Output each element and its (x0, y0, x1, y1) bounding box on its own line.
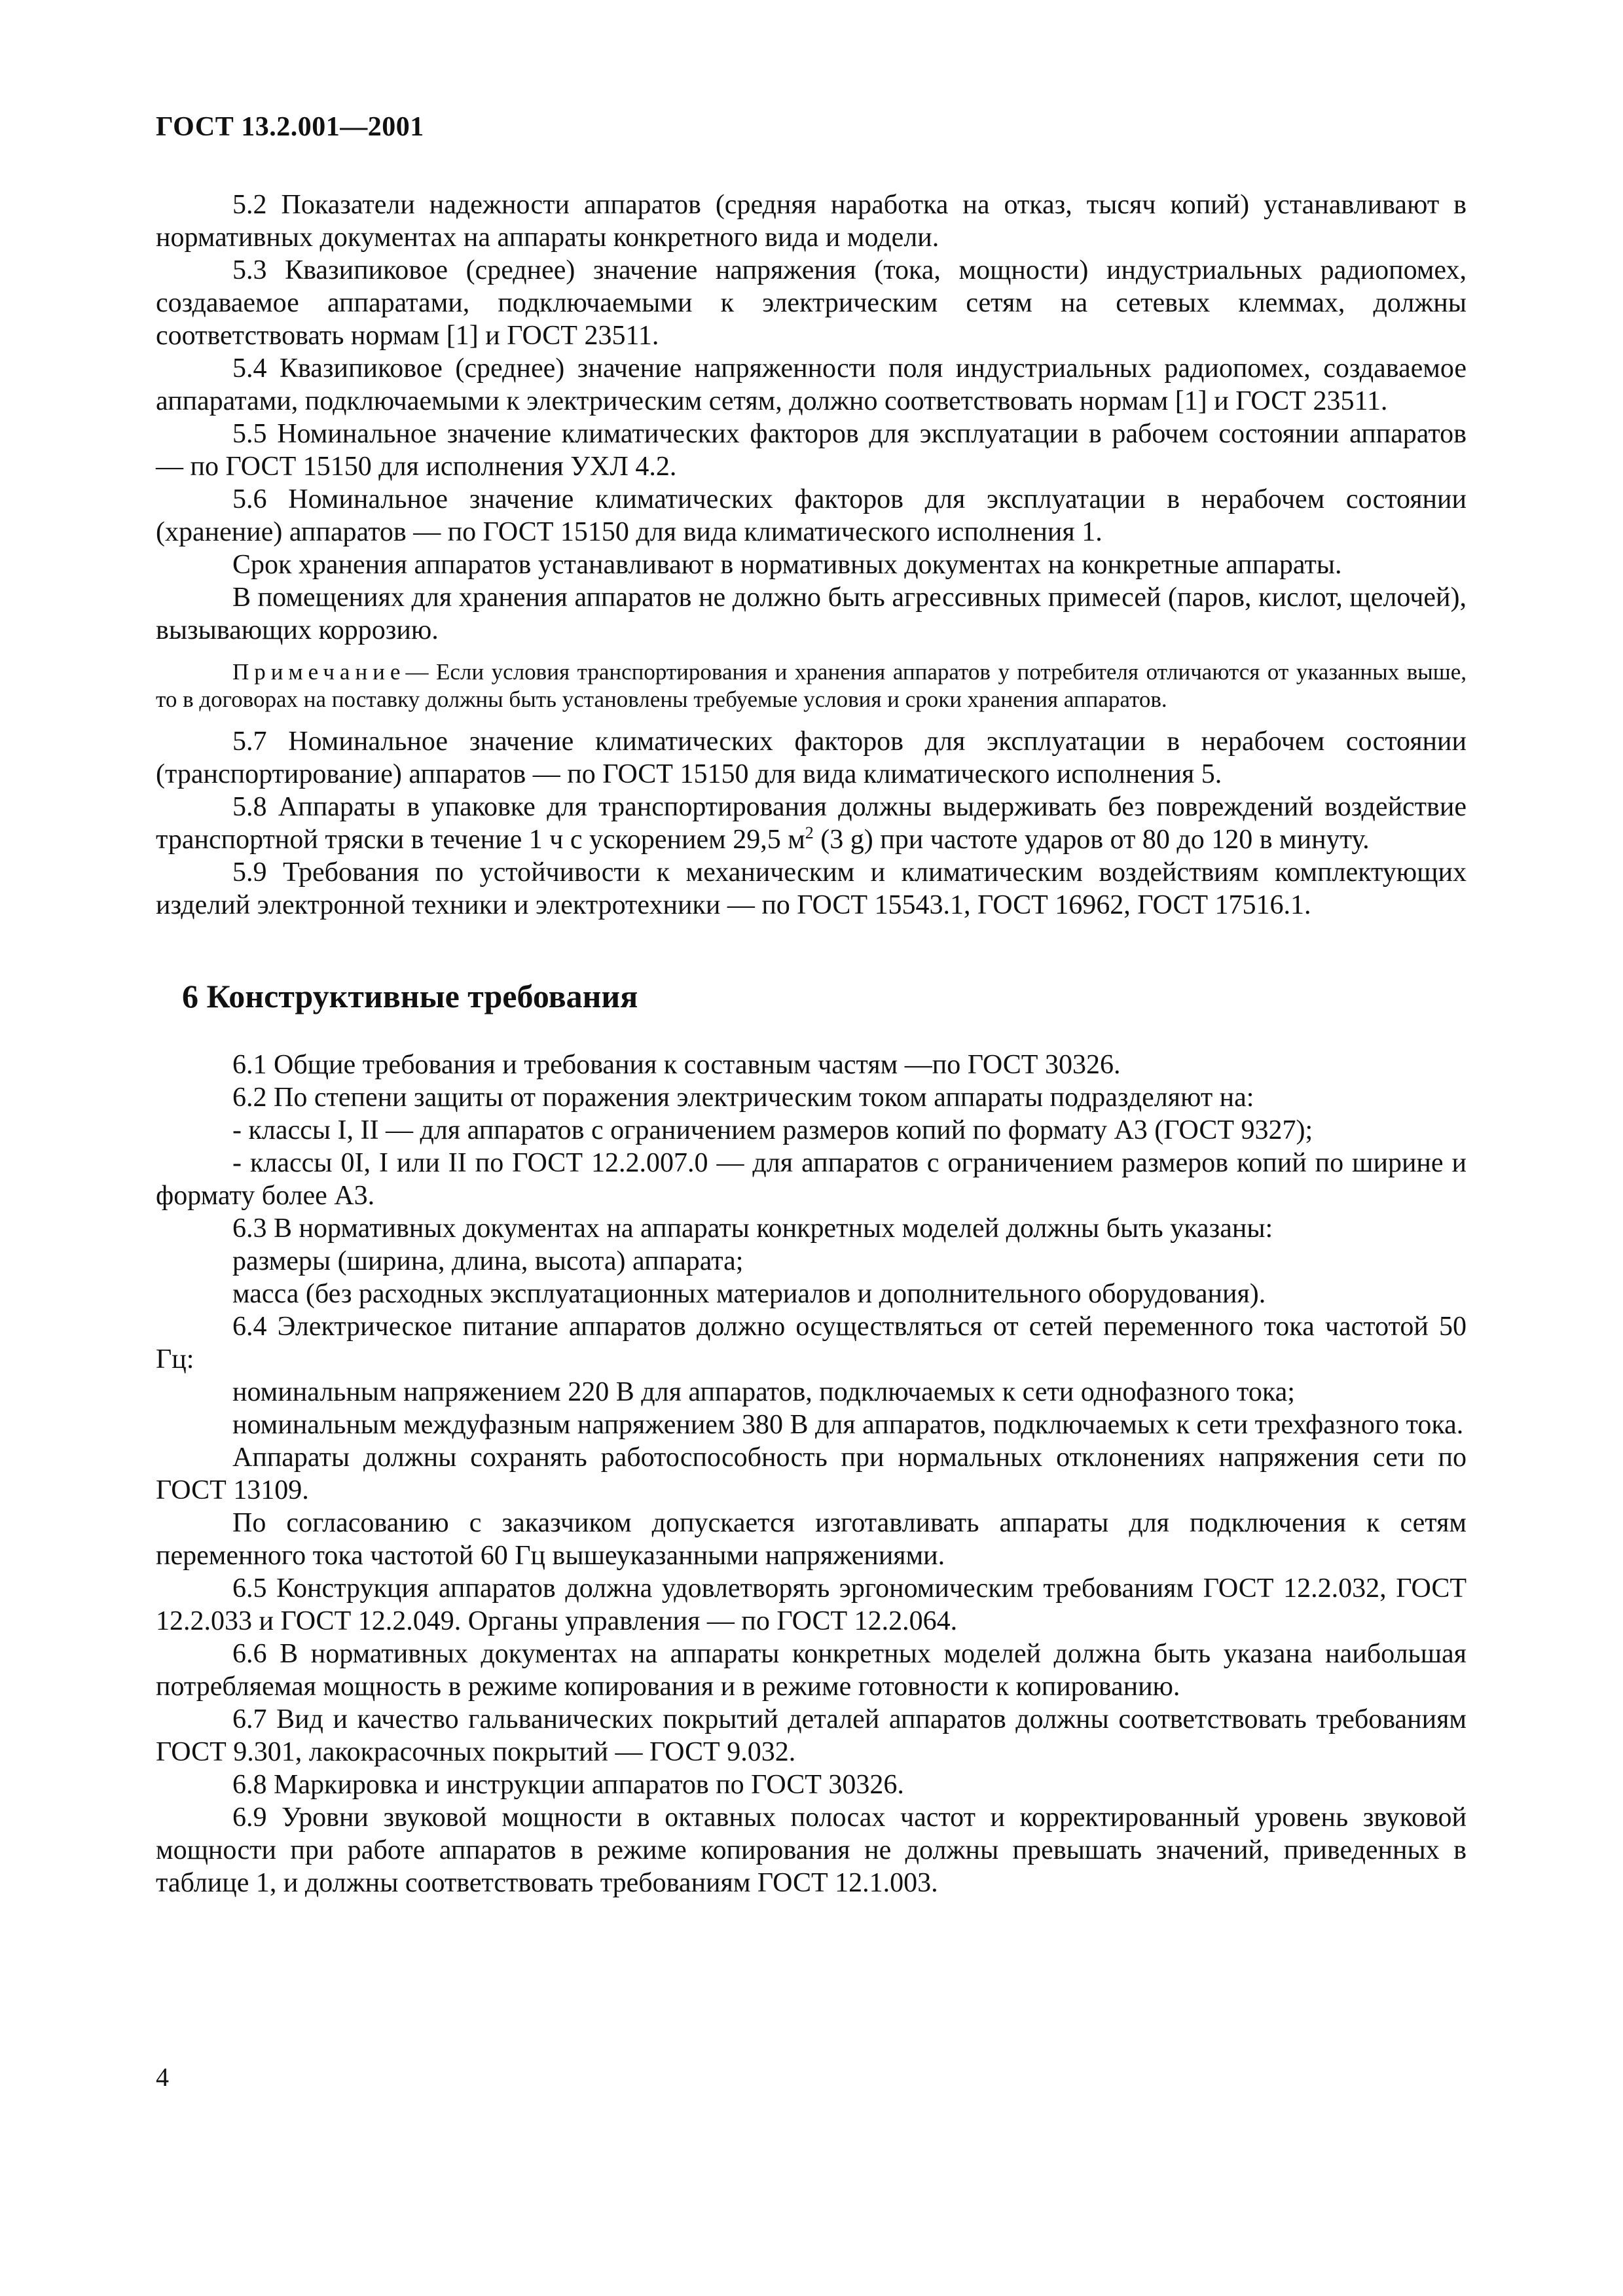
paragraph-storage-rooms: В помещениях для хранения аппаратов не должно быть агрессивных примесей (паров, кислот, щелочей), вызывающих коррозию. (156, 583, 1467, 645)
paragraph-5-2: 5.2 Показатели надежности аппаратов (средняя наработка на отказ, тысяч копий) устанавливают в нормативных документах на аппараты конкретного вида и модели. (156, 190, 1467, 253)
paragraph-5-8-superscript: 2 (805, 823, 814, 842)
page-number: 4 (156, 2062, 169, 2092)
note (156, 658, 1467, 713)
paragraph-6-9: 6.9 Уровни звуковой мощности в октавных полосах частот и корректированный уровень звуковой мощности при работе аппаратов в режиме копирования не должны превышать значений, приведенных в таблице 1, и должны соответствовать требованиям ГОСТ 12.1.003. (156, 1803, 1467, 1898)
paragraph-60hz: По согласованию с заказчиком допускается изготавливать аппараты для подключения к сетям переменного тока частотой 60 Гц вышеуказанными напряжениями. (156, 1508, 1467, 1571)
paragraph-5-6: 5.6 Номинальное значение климатических факторов для эксплуатации в нерабочем состоянии (хранение) аппаратов — по ГОСТ 15150 для вида климатического исполнения 1. (156, 484, 1467, 547)
paragraph-5-8-before: 5.8 Аппараты в упаковке для транспортирования должны выдерживать без повреждений воздействие транспортной тряски в течение 1 ч с ускорением 29,5 м (156, 792, 1467, 855)
paragraph-6-1: 6.1 Общие требования и требования к составным частям —по ГОСТ 30326. (232, 1050, 1121, 1080)
paragraph-6-8: 6.8 Маркировка и инструкции аппаратов по ГОСТ 30326. (232, 1770, 904, 1800)
paragraph-6-3: 6.3 В нормативных документах на аппараты конкретных моделей должны быть указаны: (232, 1213, 1273, 1244)
paragraph-mass: масса (без расходных эксплуатационных материалов и дополнительного оборудования). (232, 1279, 1266, 1309)
paragraph-storage-term: Срок хранения аппаратов устанавливают в нормативных документах на конкретные аппараты. (232, 550, 1342, 580)
list-item-class-1: - классы I, II — для аппаратов с ограничением размеров копий по формату А3 (ГОСТ 9327); (232, 1115, 1313, 1145)
paragraph-5-3: 5.3 Квазипиковое (среднее) значение напряжения (тока, мощности) индустриальных радиопомех, создаваемое аппаратами, подключаемыми к электрическим сетям на сетевых клеммах, должны соответствовать нормам [1] и ГОСТ 23511. (156, 255, 1467, 351)
paragraph-dimensions: размеры (ширина, длина, высота) аппарата; (232, 1246, 744, 1276)
document-header: ГОСТ 13.2.001—2001 (156, 112, 424, 142)
section-title: 6 Конструктивные требования (182, 978, 638, 1014)
paragraph-voltage-deviation: Аппараты должны сохранять работоспособность при нормальных отклонениях напряжения сети по ГОСТ 13109. (156, 1443, 1467, 1505)
paragraph-5-7: 5.7 Номинальное значение климатических факторов для эксплуатации в нерабочем состоянии (транспортирование) аппаратов — по ГОСТ 15150 для вида климатического исполнения 5. (156, 726, 1467, 789)
paragraph-5-5: 5.5 Номинальное значение климатических факторов для эксплуатации в рабочем состоянии аппаратов — по ГОСТ 15150 для исполнения УХЛ 4.2. (156, 419, 1467, 482)
note-text: — Если условия транспортирования и хранения аппаратов у потребителя отличаются от указанных выше, то в договорах на поставку должны быть установлены требуемые условия и сроки хранения аппаратов. (156, 659, 1467, 712)
paragraph-6-6: 6.6 В нормативных документах на аппараты конкретных моделей должна быть указана наибольшая потребляемая мощность в режиме копирования и в режиме готовности к копированию. (156, 1639, 1467, 1702)
paragraph-6-2: 6.2 По степени защиты от поражения электрическим током аппараты подразделяют на: (232, 1083, 1254, 1113)
paragraph-voltage-220: номинальным напряжением 220 В для аппаратов, подключаемых к сети однофазного тока; (232, 1377, 1295, 1407)
paragraph-6-5: 6.5 Конструкция аппаратов должна удовлетворять эргономическим требованиям ГОСТ 12.2.032, ГОСТ 12.2.033 и ГОСТ 12.2.049. Органы управления — по ГОСТ 12.2.064. (156, 1573, 1467, 1636)
paragraph-5-8-after: (3 g) при частоте ударов от 80 до 120 в минуту. (813, 825, 1370, 855)
document-body (156, 188, 1467, 1899)
note-label: Примечание (232, 659, 406, 685)
list-item-class-2: - классы 0I, I или II по ГОСТ 12.2.007.0 — для аппаратов с ограничением размеров копий по ширине и формату более А3. (156, 1148, 1467, 1211)
paragraph-voltage-380: номинальным междуфазным напряжением 380 В для аппаратов, подключаемых к сети трехфазного тока. (232, 1410, 1464, 1440)
paragraph-6-4: 6.4 Электрическое питание аппаратов должно осуществляться от сетей переменного тока частотой 50 Гц: (156, 1312, 1467, 1374)
paragraph-6-7: 6.7 Вид и качество гальванических покрытий деталей аппаратов должны соответствовать требованиям ГОСТ 9.301, лакокрасочных покрытий — ГОСТ 9.032. (156, 1704, 1467, 1767)
paragraph-5-8 (156, 791, 1467, 856)
paragraph-5-9: 5.9 Требования по устойчивости к механическим и климатическим воздействиям комплектующих изделий электронной техники и электротехники — по ГОСТ 15543.1, ГОСТ 16962, ГОСТ 17516.1. (156, 857, 1467, 920)
paragraph-5-4: 5.4 Квазипиковое (среднее) значение напряженности поля индустриальных радиопомех, создаваемое аппаратами, подключаемыми к электрическим сетям, должно соответствовать нормам [1] и ГОСТ 23511. (156, 353, 1467, 416)
